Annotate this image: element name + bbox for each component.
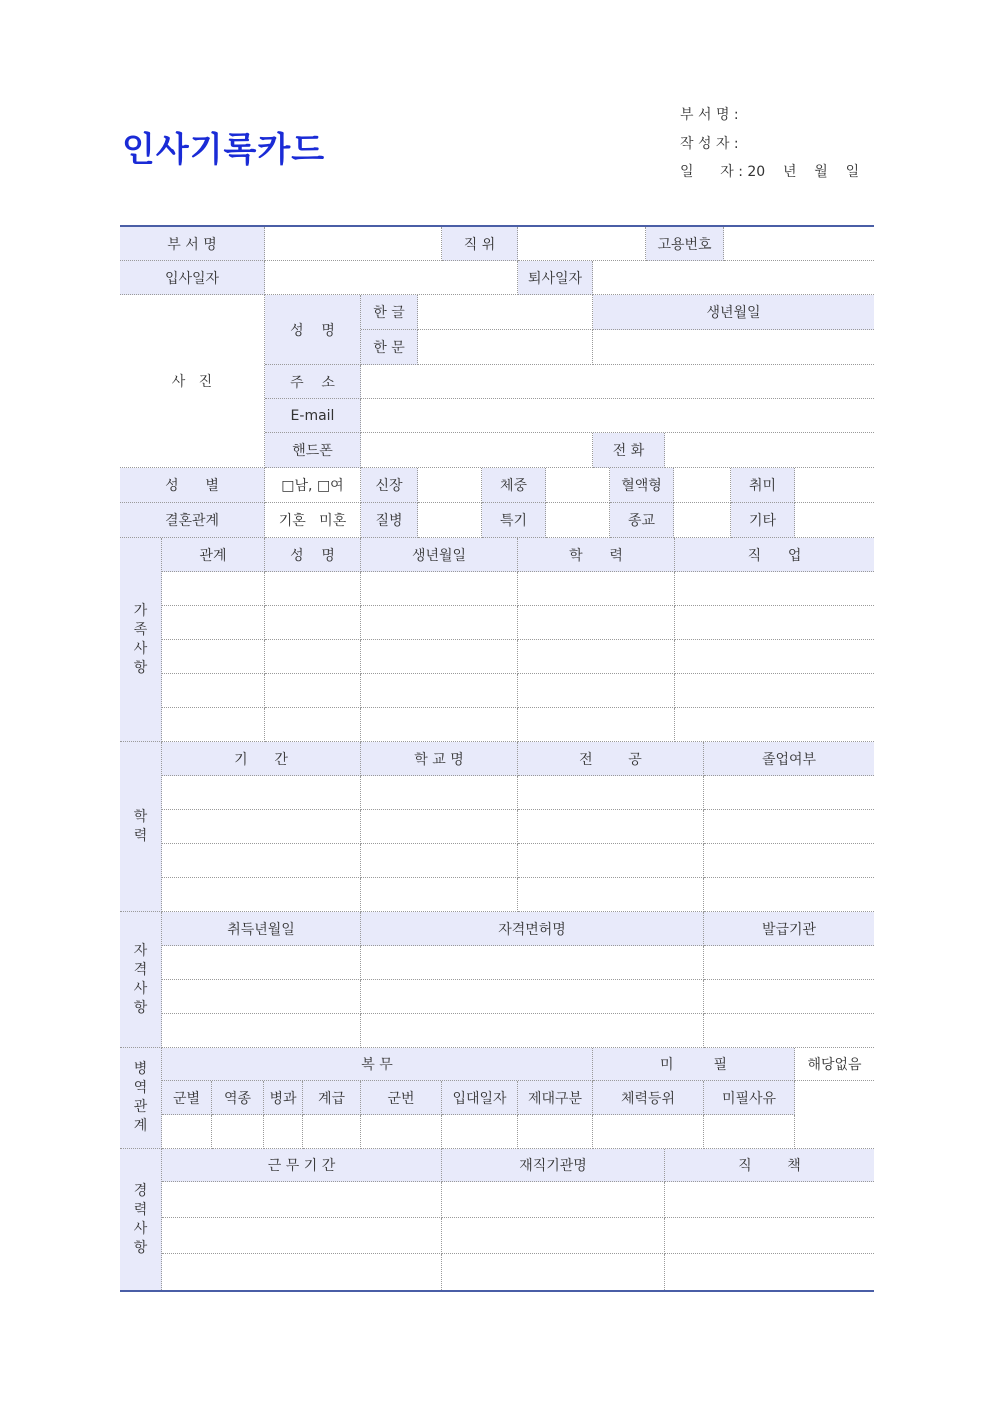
- meta-writer: 작 성 자 :: [680, 136, 739, 152]
- family-header-birth: 생년월일: [361, 538, 518, 572]
- height-label: 신장: [361, 468, 418, 503]
- family-header-relation: 관계: [162, 538, 265, 572]
- career-row-cell[interactable]: [665, 1218, 874, 1254]
- career-header-role: 직 책: [665, 1149, 874, 1182]
- family-row-cell[interactable]: [675, 640, 874, 674]
- career-section-label: 경 력 사 항: [120, 1149, 162, 1290]
- military-field-8[interactable]: [704, 1115, 795, 1149]
- education-header-major: 전 공: [518, 742, 704, 776]
- marital-label: 결혼관계: [120, 503, 265, 538]
- military-section-label: 병 역 관 계: [120, 1048, 162, 1149]
- page-title: 인사기록카드: [122, 130, 326, 170]
- height-field[interactable]: [418, 468, 482, 503]
- military-header-6: 제대구분: [518, 1081, 593, 1115]
- birth-field[interactable]: [593, 330, 874, 365]
- family-row-cell[interactable]: [361, 674, 518, 708]
- family-row-cell[interactable]: [518, 572, 675, 606]
- marital-options[interactable]: 기혼 미혼: [265, 503, 361, 538]
- disease-field[interactable]: [418, 503, 482, 538]
- education-row-cell[interactable]: [704, 776, 874, 810]
- education-row-cell[interactable]: [518, 810, 704, 844]
- dept-label: 부 서 명: [120, 227, 265, 261]
- birth-label: 생년월일: [593, 295, 874, 330]
- position-field[interactable]: [518, 227, 646, 261]
- military-na-field[interactable]: [795, 1081, 874, 1149]
- emp-no-label: 고용번호: [646, 227, 724, 261]
- name-label: 성 명: [265, 295, 361, 365]
- hanja-label: 한 문: [361, 330, 418, 365]
- religion-label: 종교: [610, 503, 674, 538]
- license-row-cell[interactable]: [162, 980, 361, 1014]
- military-field-3[interactable]: [303, 1115, 361, 1149]
- personnel-record-form: [120, 225, 874, 1292]
- blood-field[interactable]: [674, 468, 731, 503]
- email-field[interactable]: [361, 399, 874, 433]
- gender-label: 성 별: [120, 468, 265, 503]
- military-header-4: 군번: [361, 1081, 442, 1115]
- education-header-school: 학 교 명: [361, 742, 518, 776]
- weight-field[interactable]: [546, 468, 610, 503]
- family-row-cell[interactable]: [162, 572, 265, 606]
- license-header-name: 자격면허명: [361, 912, 704, 946]
- email-label: E-mail: [265, 399, 361, 433]
- military-field-4[interactable]: [361, 1115, 442, 1149]
- military-header-2: 병과: [264, 1081, 303, 1115]
- gender-checkboxes[interactable]: □남, □여: [265, 468, 361, 503]
- family-row-cell[interactable]: [162, 708, 265, 742]
- license-row-cell[interactable]: [162, 946, 361, 980]
- military-header-8: 미필사유: [704, 1081, 795, 1115]
- military-na[interactable]: 해당없음: [795, 1048, 874, 1081]
- education-row-cell[interactable]: [518, 776, 704, 810]
- leave-date-label: 퇴사일자: [518, 261, 593, 295]
- photo-area[interactable]: 사 진: [120, 295, 265, 468]
- family-row-cell[interactable]: [518, 708, 675, 742]
- family-row-cell[interactable]: [265, 674, 361, 708]
- family-row-cell[interactable]: [162, 674, 265, 708]
- license-row-cell[interactable]: [361, 980, 704, 1014]
- family-row-cell[interactable]: [518, 674, 675, 708]
- leave-date-field[interactable]: [593, 261, 874, 295]
- license-row-cell[interactable]: [162, 1014, 361, 1048]
- meta-date: 일 자 : 20 년 월 일: [680, 164, 860, 180]
- etc-field[interactable]: [795, 503, 874, 538]
- education-row-cell[interactable]: [704, 878, 874, 912]
- career-header-org: 재직기관명: [442, 1149, 665, 1182]
- license-section-label: 자 격 사 항: [120, 912, 162, 1048]
- dept-field[interactable]: [265, 227, 442, 261]
- career-row-cell[interactable]: [665, 1182, 874, 1218]
- hobby-field[interactable]: [795, 468, 874, 503]
- career-row-cell[interactable]: [442, 1182, 665, 1218]
- family-header-job: 직 업: [675, 538, 874, 572]
- hangul-name-field[interactable]: [418, 295, 593, 330]
- family-row-cell[interactable]: [518, 606, 675, 640]
- license-header-issuer: 발급기관: [704, 912, 874, 946]
- license-header-date: 취득년월일: [162, 912, 361, 946]
- family-row-cell[interactable]: [675, 708, 874, 742]
- career-row-cell[interactable]: [442, 1218, 665, 1254]
- hangul-label: 한 글: [361, 295, 418, 330]
- career-row-cell[interactable]: [162, 1182, 442, 1218]
- military-header-5: 입대일자: [442, 1081, 518, 1115]
- weight-label: 체중: [482, 468, 546, 503]
- education-row-cell[interactable]: [518, 844, 704, 878]
- family-row-cell[interactable]: [265, 572, 361, 606]
- education-row-cell[interactable]: [361, 810, 518, 844]
- military-header-3: 계급: [303, 1081, 361, 1115]
- family-row-cell[interactable]: [162, 606, 265, 640]
- religion-field[interactable]: [674, 503, 731, 538]
- family-row-cell[interactable]: [675, 674, 874, 708]
- disease-label: 질병: [361, 503, 418, 538]
- meta-dept: 부 서 명 :: [680, 107, 739, 123]
- education-section-label: 학 력: [120, 742, 162, 912]
- license-row-cell[interactable]: [704, 946, 874, 980]
- education-row-cell[interactable]: [361, 844, 518, 878]
- family-row-cell[interactable]: [361, 606, 518, 640]
- education-row-cell[interactable]: [361, 878, 518, 912]
- address-label: 주 소: [265, 365, 361, 399]
- emp-no-field[interactable]: [724, 227, 874, 261]
- education-row-cell[interactable]: [162, 810, 361, 844]
- education-row-cell[interactable]: [704, 844, 874, 878]
- address-field[interactable]: [361, 365, 874, 399]
- family-row-cell[interactable]: [162, 640, 265, 674]
- family-row-cell[interactable]: [361, 572, 518, 606]
- military-field-6[interactable]: [518, 1115, 593, 1149]
- license-row-cell[interactable]: [704, 980, 874, 1014]
- phone-label: 전 화: [593, 433, 665, 468]
- military-field-5[interactable]: [442, 1115, 518, 1149]
- education-row-cell[interactable]: [704, 810, 874, 844]
- license-row-cell[interactable]: [361, 1014, 704, 1048]
- skill-label: 특기: [482, 503, 546, 538]
- family-row-cell[interactable]: [518, 640, 675, 674]
- family-row-cell[interactable]: [265, 708, 361, 742]
- license-row-cell[interactable]: [704, 1014, 874, 1048]
- etc-label: 기타: [731, 503, 795, 538]
- mobile-label: 핸드폰: [265, 433, 361, 468]
- military-exempt-header: 미 필: [593, 1048, 795, 1081]
- military-field-7[interactable]: [593, 1115, 704, 1149]
- military-field-1[interactable]: [212, 1115, 264, 1149]
- skill-field[interactable]: [546, 503, 610, 538]
- career-row-cell[interactable]: [442, 1254, 665, 1290]
- education-row-cell[interactable]: [162, 776, 361, 810]
- career-row-cell[interactable]: [162, 1218, 442, 1254]
- military-header-0: 군별: [162, 1081, 212, 1115]
- hanja-name-field[interactable]: [418, 330, 593, 365]
- family-header-name: 성 명: [265, 538, 361, 572]
- phone-field[interactable]: [665, 433, 874, 468]
- education-header-graduation: 졸업여부: [704, 742, 874, 776]
- position-label: 직 위: [442, 227, 518, 261]
- join-date-field[interactable]: [265, 261, 518, 295]
- family-section-label: 가 족 사 항: [120, 538, 162, 742]
- family-row-cell[interactable]: [361, 640, 518, 674]
- join-date-label: 입사일자: [120, 261, 265, 295]
- military-field-0[interactable]: [162, 1115, 212, 1149]
- education-row-cell[interactable]: [162, 844, 361, 878]
- hobby-label: 취미: [731, 468, 795, 503]
- family-header-education: 학 력: [518, 538, 675, 572]
- education-row-cell[interactable]: [361, 776, 518, 810]
- family-row-cell[interactable]: [675, 572, 874, 606]
- license-row-cell[interactable]: [361, 946, 704, 980]
- military-service-header: 복 무: [162, 1048, 593, 1081]
- military-field-2[interactable]: [264, 1115, 303, 1149]
- military-header-1: 역종: [212, 1081, 264, 1115]
- family-row-cell[interactable]: [265, 606, 361, 640]
- career-row-cell[interactable]: [665, 1254, 874, 1290]
- military-header-7: 체력등위: [593, 1081, 704, 1115]
- career-row-cell[interactable]: [162, 1254, 442, 1290]
- education-row-cell[interactable]: [518, 878, 704, 912]
- education-row-cell[interactable]: [162, 878, 361, 912]
- family-row-cell[interactable]: [361, 708, 518, 742]
- career-header-period: 근 무 기 간: [162, 1149, 442, 1182]
- blood-label: 혈액형: [610, 468, 674, 503]
- family-row-cell[interactable]: [675, 606, 874, 640]
- mobile-field[interactable]: [361, 433, 593, 468]
- family-row-cell[interactable]: [265, 640, 361, 674]
- education-header-period: 기 간: [162, 742, 361, 776]
